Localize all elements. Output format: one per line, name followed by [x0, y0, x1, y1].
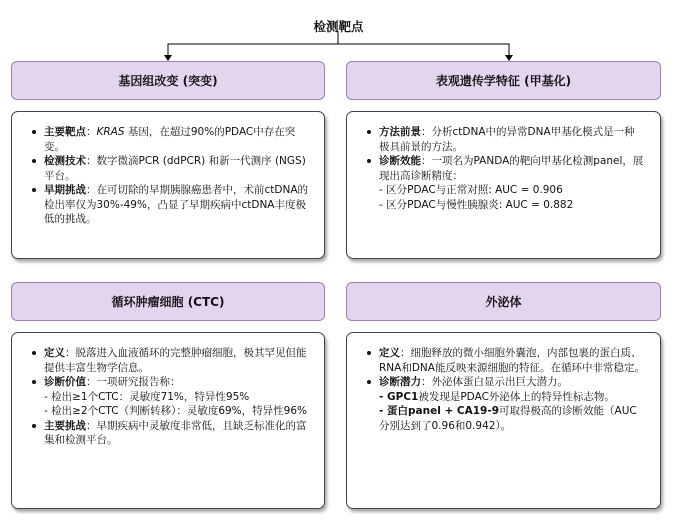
ctc-two-or-more: - 检出≥2个CTC（判断转移）：灵敏度69%，特异性96%: [44, 405, 307, 417]
list-item-detection-tech: 检测技术：数字微滴PCR (ddPCR) 和新一代测序 (NGS) 平台。: [30, 154, 308, 183]
gpc1-marker: - GPC1被发现是PDAC外泌体上的特异性标志物。: [379, 390, 615, 403]
list-item-diagnostic-efficacy: 诊断效能：一项名为PANDA的靶向甲基化检测panel，展现出高诊断精度：: [365, 154, 644, 183]
list-item-ctc-diagnostic-value: 诊断价值：一项研究报告称：: [30, 375, 310, 390]
header-genomic-label: 基因组改变 (突变): [118, 74, 218, 88]
list-item-ctc-challenge: 主要挑战：早期疾病中灵敏度非常低，且缺乏标准化的富集和检测平台。: [30, 419, 310, 448]
gene-name: KRAS: [96, 126, 125, 138]
header-genomic-alterations: [11, 61, 325, 100]
header-exosomes: [346, 282, 661, 321]
list-item-ctc-definition: 定义：脱落进入血液循环的完整肿瘤细胞，极其罕见但能提供丰富生物学信息。: [30, 346, 310, 375]
header-ctc: [11, 282, 325, 321]
header-epigenetic-label: 表观遗传学特征 (甲基化): [435, 74, 572, 88]
diagram-title: 检测靶点: [313, 19, 364, 34]
connector-right: [338, 44, 509, 56]
header-ctc-label: 循环肿瘤细胞 (CTC): [111, 295, 225, 309]
auc-chronic-pancreatitis: - 区分PDAC与慢性胰腺炎: AUC = 0.882: [379, 198, 574, 211]
list-item-exosome-potential: 诊断潜力：外泌体蛋白显示出巨大潜力。: [365, 375, 646, 390]
card-exosomes: [346, 332, 661, 509]
header-epigenetic-methylation: [346, 61, 661, 100]
protein-panel-ca19-9: - 蛋白panel + CA19-9可取得极高的诊断效能（AUC分别达到了0.96和0.942）。: [379, 405, 637, 432]
list-item-main-target: 主要靶点：KRAS 基因，在超过90%的PDAC中存在突变。: [30, 125, 308, 154]
card-epigenetic-methylation: [346, 111, 661, 259]
connector-left: [168, 31, 338, 56]
header-exosomes-label: 外泌体: [485, 295, 522, 309]
card-ctc: [11, 332, 325, 509]
list-item-exosome-definition: 定义：细胞释放的微小细胞外囊泡，内部包裹的蛋白质、RNA和DNA能反映来源细胞的特征。在循环中非常稳定。: [365, 346, 646, 375]
auc-normal-control: - 区分PDAC与正常对照: AUC = 0.906: [379, 184, 563, 196]
list-item-early-challenge: 早期挑战：在可切除的早期胰腺癌患者中，术前ctDNA的检出率仅为30%-49%，凸显了早期疾病中ctDNA丰度极低的挑战。: [30, 183, 308, 227]
list-item-method-prospect: 方法前景：分析ctDNA中的异常DNA甲基化模式是一种极具前景的方法。: [365, 125, 644, 154]
card-genomic-alterations: [11, 111, 325, 259]
ctc-one-or-more: - 检出≥1个CTC：灵敏度71%，特异性95%: [44, 390, 250, 403]
